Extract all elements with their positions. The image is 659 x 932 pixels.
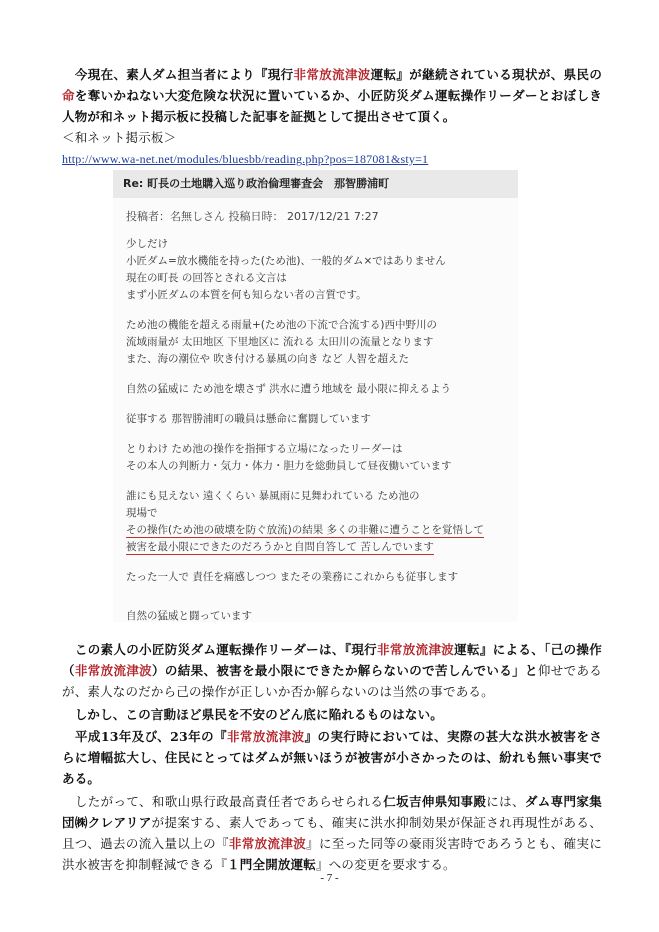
post-line: とりわけ ため池の操作を指揮する立場になったリーダーは [126,443,403,455]
post-line: 現在の町長 の回答とされる文言は [126,272,287,284]
post-line: 現場で [126,507,158,519]
post-line-underlined: その操作(ため池の破壊を防ぐ放流)の結果 多くの非難に遭うことを覚悟して [126,524,485,536]
post-line: また、海の潮位や 吹き付ける暴風の向き など 人智を超えた [126,353,410,365]
board-url-link[interactable]: http://www.wa-net.net/modules/bluesbb/reading.php?pos=187081&sty=1 [62,152,429,166]
paragraph-4: 平成13年及び、23年の『非常放流津波』の実行時においては、実際の甚大な洪水被害をさらに増幅拡大し、住民にとってはダムが無いほうが被害が小さかったのは、紛れも無い事実である。 [62,729,602,786]
post-line: 流域雨量が 太田地区 下里地区に 流れる 太田川の流量となります [126,336,434,348]
post-line: まず小匠ダムの本質を何も知らない者の言質です。 [126,289,367,301]
paragraph-3: しかし、この言動ほど県民を不安のどん底に陥れるものはない。 [62,707,444,722]
post-line: その本人の判断力・気力・体力・胆力を総動員して昼夜働いています [126,460,452,472]
post-line: 少しだけ [126,238,168,250]
paragraph-5: したがって、和歌山県行政最高責任者であらせられる仁坂吉伸県知事殿には、ダム専門家集団㈱クレアリアが提案する、素人であっても、確実に洪水抑制効果が保証され再現性がある、且つ、過去の流入量以上の『非常放流津波』に至った同等の豪雨災害時であろうとも、確実に洪水被害を抑制軽減できる『１門全開放運転』への変更を要求する。 [62,794,603,872]
post-title: Re: 町長の土地購入巡り政治倫理審査会 那智勝浦町 [113,170,518,198]
post-line: 自然の猛威と闘っています [126,610,252,622]
post-line-underlined: 被害を最小限にできたのだろうかと自問自答して 苦しんでいます [126,541,434,553]
post-line: ため池の機能を超える雨量+(ため池の下流で合流する)西中野川の [126,319,437,331]
post-line: 従事する 那智勝浦町の職員は懸命に奮闘しています [126,413,371,425]
intro-paragraph: 今現在、素人ダム担当者により『現行非常放流津波運転』が継続されている現状が、県民の命を奪いかねない大変危険な状況に置いているか、小匠防災ダム運転操作リーダーとおぼしき人物が和ネット掲示板に投稿した記事を証拠として提出させて頂く。 [62,67,603,124]
post-line: 小匠ダム=放水機能を持った(ため池)、一般的ダム×ではありません [126,255,446,267]
post-line: 自然の猛威に ため池を壊さず 洪水に遭う地域を 最小限に抑えるよう [126,383,452,395]
forum-post-screenshot [113,170,518,622]
paragraph-2: この素人の小匠防災ダム運転操作リーダーは、『現行非常放流津波運転』による、「己の操作（非常放流津波）の結果、被害を最小限にできたか解らないので苦しんでいる」と仰せであるが、素人なのだから己の操作が正しいか否か解らないのは当然の事である。 [62,642,603,699]
post-line: 誰にも見えない 遠くくらい 暴風雨に見舞われている ため池の [126,490,420,502]
post-line: たった一人で 責任を痛感しつつ またその業務にこれからも従事します [126,571,459,583]
board-url-line [62,148,602,170]
page-number: - 7 - [320,872,339,884]
board-heading: ＜和ネット掲示板＞ [62,130,177,145]
post-meta: 投稿者：名無しさん 投稿日時： 2017/12/21 7:27 [126,210,379,223]
